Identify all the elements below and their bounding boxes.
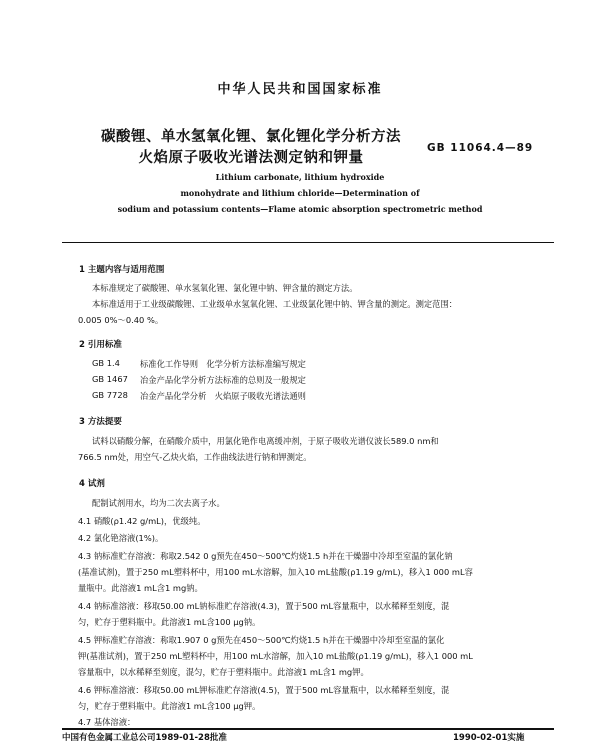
section-1-heading: 1 主题内容与适用范围 [79,265,165,275]
item-4-3-cont: 量瓶中。此溶液1 mL含1 mg钠。 [78,583,203,593]
item-4-7: 4.7 基体溶液： [78,717,136,727]
item-4-2: 4.2 氯化铯溶液(1%)。 [78,533,164,543]
item-4-5: 4.5 钾标准贮存溶液：称取1.907 0 g预先在450～500℃灼烧1.5 h并在干燥器中冷却至室温的氯化 [78,635,445,645]
section-4-intro: 配制试剂用水，均为二次去离子水。 [92,498,225,508]
item-4-1: 4.1 硝酸(ρ1.42 g/mL)，优级纯。 [78,516,206,526]
item-4-6: 4.6 钾标准溶液：移取50.00 mL钾标准贮存溶液(4.5)，置于500 mL容量瓶中，以水稀释至刻度，混 [78,685,450,695]
section-3-paragraph: 试料以硝酸分解，在硝酸介质中，用氯化铯作电离缓冲剂，于原子吸收光谱仪波长589.0 nm和 [92,436,439,446]
reference-code: GB 1.4 [92,358,120,368]
standard-code: GB 11064.4—89 [427,142,534,154]
item-4-3-cont: (基准试剂)，置于250 mL塑料杯中，用100 mL水溶解，加入10 mL盐酸(ρ1.19 g/mL)，移入1 000 mL容 [78,567,473,577]
item-4-6-cont: 匀，贮存于塑料瓶中。此溶液1 mL含100 μg钾。 [78,701,261,711]
reference-code: GB 1467 [92,374,128,384]
english-title-line-3: sodium and potassium contents—Flame atomic absorption spectrometric method [117,204,483,214]
section-4-heading: 4 试剂 [79,479,105,489]
section-3-heading: 3 方法提要 [79,417,122,427]
reference-title: 冶金产品化学分析 火焰原子吸收光谱法通则 [140,391,306,401]
english-title-line-2: monohydrate and lithium chloride—Determination of [180,188,420,198]
section-1-paragraph-1: 本标准规定了碳酸锂、单水氢氧化锂、氯化锂中钠、钾含量的测定方法。 [92,283,358,293]
section-2-heading: 2 引用标准 [79,340,122,350]
item-4-4-cont: 匀，贮存于塑料瓶中。此溶液1 mL含100 μg钠。 [78,617,261,627]
item-4-4: 4.4 钠标准溶液：移取50.00 mL钠标准贮存溶液(4.3)，置于500 mL容量瓶中，以水稀释至刻度，混 [78,601,450,611]
section-3-paragraph-cont: 766.5 nm处，用空气-乙炔火焰，工作曲线法进行钠和钾测定。 [78,452,312,462]
national-standard-header: 中华人民共和国国家标准 [217,82,383,97]
reference-code: GB 7728 [92,390,128,400]
document-title-line-1: 碳酸锂、单水氢氧化锂、氯化锂化学分析方法 [101,129,401,145]
item-4-3: 4.3 钠标准贮存溶液：称取2.542 0 g预先在450～500℃灼烧1.5 h并在干燥器中冷却至室温的氯化钠 [78,551,453,561]
section-1-paragraph-2-cont: 0.005 0%～0.40 %。 [78,315,164,325]
item-4-5-cont: 钾(基准试剂)，置于250 mL塑料杯中，用100 mL水溶解，加入10 mL盐酸(ρ1.19 g/mL)，移入1 000 mL [78,651,473,661]
reference-title: 标准化工作导则 化学分析方法标准编写规定 [140,359,306,369]
section-1-paragraph-2: 本标准适用于工业级碳酸锂、工业级单水氢氧化锂、工业级氯化锂中钠、钾含量的测定。测定范围： [92,299,458,309]
title-divider [62,242,554,243]
english-title-line-1: Lithium carbonate, lithium hydroxide [215,172,385,182]
implementation-date: 1990-02-01实施 [453,733,525,743]
item-4-5-cont: 容量瓶中，以水稀释至刻度，混匀，贮存于塑料瓶中。此溶液1 mL含1 mg钾。 [78,667,369,677]
approval-note: 中国有色金属工业总公司1989-01-28批准 [62,733,227,743]
footer-divider [62,728,554,730]
document-title-line-2: 火焰原子吸收光谱法测定钠和钾量 [138,150,364,166]
reference-title: 冶金产品化学分析方法标准的总则及一般规定 [140,375,306,385]
